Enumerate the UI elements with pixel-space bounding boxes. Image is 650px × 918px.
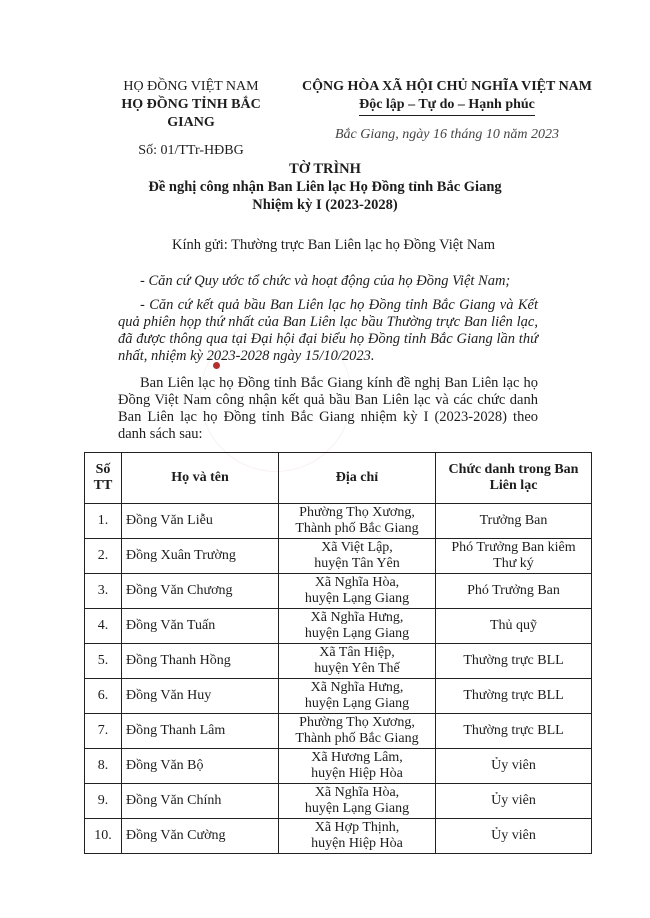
member-role: Thường trực BLL xyxy=(436,644,592,679)
member-address xyxy=(279,714,436,749)
address-line-2: huyện Hiệp Hòa xyxy=(311,836,403,851)
member-address xyxy=(279,609,436,644)
basis-paragraph-1: - Căn cứ Quy ước tổ chức và hoạt động của họ Đồng Việt Nam; xyxy=(140,273,511,289)
document-number: Số: 01/TTr-HĐBG xyxy=(138,143,244,158)
address-line-1: Xã Hương Lâm, xyxy=(311,750,403,765)
header-name: Họ và tên xyxy=(122,453,279,504)
title-line-2: Đề nghị công nhận Ban Liên lạc Họ Đồng tỉnh Bắc Giang xyxy=(148,179,502,195)
table-header-row xyxy=(85,453,592,504)
member-role: Thủ quỹ xyxy=(436,609,592,644)
address-line-1: Phường Thọ Xương, xyxy=(299,715,415,730)
row-number: 1. xyxy=(85,504,122,539)
table-row xyxy=(85,784,592,819)
member-name: Đồng Văn Cường xyxy=(122,819,279,854)
address-line-2: huyện Lạng Giang xyxy=(304,626,410,641)
address-line-2: huyện Tân Yên xyxy=(314,556,400,571)
table-row xyxy=(85,504,592,539)
address-line-1: Phường Thọ Xương, xyxy=(299,505,415,520)
issuer-block xyxy=(96,78,286,160)
member-role: Phó Trưởng Ban xyxy=(436,574,592,609)
row-number: 5. xyxy=(85,644,122,679)
member-role: Phó Trưởng Ban kiêm Thư ký xyxy=(436,539,592,574)
address-line-2: huyện Yên Thế xyxy=(314,661,400,676)
member-role: Trưởng Ban xyxy=(436,504,592,539)
address-line-2: Thành phố Bắc Giang xyxy=(295,521,419,536)
member-address xyxy=(279,679,436,714)
header-address: Địa chỉ xyxy=(279,453,436,504)
row-number: 4. xyxy=(85,609,122,644)
table-row xyxy=(85,749,592,784)
document-date: Bắc Giang, ngày 16 tháng 10 năm 2023 xyxy=(335,127,559,142)
member-role: Ủy viên xyxy=(436,819,592,854)
member-name: Đồng Văn Tuấn xyxy=(122,609,279,644)
address-line-1: Xã Việt Lập, xyxy=(321,540,393,555)
member-role: Thường trực BLL xyxy=(436,714,592,749)
member-table xyxy=(84,452,592,854)
member-address xyxy=(279,784,436,819)
member-name: Đồng Văn Chương xyxy=(122,574,279,609)
row-number: 3. xyxy=(85,574,122,609)
member-role: Ủy viên xyxy=(436,784,592,819)
member-name: Đồng Văn Chính xyxy=(122,784,279,819)
member-address xyxy=(279,749,436,784)
member-address xyxy=(279,574,436,609)
document-title xyxy=(0,160,650,214)
address-line-1: Xã Nghĩa Hòa, xyxy=(314,575,400,590)
proposal-paragraph: Ban Liên lạc họ Đồng tỉnh Bắc Giang kính đề nghị Ban Liên lạc họ Đồng Việt Nam công nhận kết quả bầu Ban Liên lạc và các chức danh Ban Liên lạc họ Đồng tỉnh Bắc Giang nhiệm kỳ I (2023-2028) theo danh sách sau: xyxy=(118,375,538,442)
address-line-2: huyện Lạng Giang xyxy=(304,801,410,816)
member-name: Đồng Xuân Trường xyxy=(122,539,279,574)
country-name: CỘNG HÒA XÃ HỘI CHỦ NGHĨA VIỆT NAM xyxy=(301,79,592,94)
member-name: Đồng Văn Liễu xyxy=(122,504,279,539)
member-name: Đồng Thanh Hồng xyxy=(122,644,279,679)
member-role: Thường trực BLL xyxy=(436,679,592,714)
address-line-1: Xã Nghĩa Hòa, xyxy=(314,785,400,800)
recipient-line: Kính gửi: Thường trực Ban Liên lạc họ Đồng Việt Nam xyxy=(172,237,496,253)
member-name: Đồng Văn Huy xyxy=(122,679,279,714)
table-row xyxy=(85,539,592,574)
address-line-1: Xã Nghĩa Hưng, xyxy=(310,680,404,695)
table-row xyxy=(85,819,592,854)
table-row xyxy=(85,644,592,679)
address-line-1: Xã Nghĩa Hưng, xyxy=(310,610,404,625)
table-row xyxy=(85,679,592,714)
row-number: 2. xyxy=(85,539,122,574)
member-role: Ủy viên xyxy=(436,749,592,784)
member-address xyxy=(279,644,436,679)
row-number: 9. xyxy=(85,784,122,819)
address-line-2: huyện Lạng Giang xyxy=(304,591,410,606)
table-row xyxy=(85,574,592,609)
address-line-2: huyện Hiệp Hòa xyxy=(311,766,403,781)
table-row xyxy=(85,609,592,644)
member-address xyxy=(279,539,436,574)
row-number: 10. xyxy=(85,819,122,854)
header-role: Chức danh trong Ban Liên lạc xyxy=(436,453,592,504)
table-row xyxy=(85,714,592,749)
header-stt: Số TT xyxy=(85,453,122,504)
org-name: HỌ ĐỒNG VIỆT NAM xyxy=(123,79,259,94)
address-line-1: Xã Hợp Thịnh, xyxy=(314,820,400,835)
sub-org-name: HỌ ĐỒNG TỈNH BẮC GIANG xyxy=(121,97,261,130)
address-line-2: huyện Lạng Giang xyxy=(304,696,410,711)
address-line-2: Thành phố Bắc Giang xyxy=(295,731,419,746)
member-name: Đồng Văn Bộ xyxy=(122,749,279,784)
member-address xyxy=(279,819,436,854)
national-heading xyxy=(282,78,612,144)
national-motto: Độc lập – Tự do – Hạnh phúc xyxy=(359,96,535,116)
basis-paragraph-2: - Căn cứ kết quả bầu Ban Liên lạc họ Đồng tỉnh Bắc Giang và Kết quả phiên họp thứ nhất của Ban Liên lạc bầu Thường trực Ban liên lạc, đã được thông qua tại Đại hội đại biểu họ Đồng tỉnh Bắc Giang lần thứ nhất, nhiệm kỳ 2023-2028 ngày 15/10/2023. xyxy=(118,297,538,364)
row-number: 8. xyxy=(85,749,122,784)
member-address xyxy=(279,504,436,539)
address-line-1: Xã Tân Hiệp, xyxy=(319,645,395,660)
row-number: 7. xyxy=(85,714,122,749)
member-name: Đồng Thanh Lâm xyxy=(122,714,279,749)
title-line-1: TỜ TRÌNH xyxy=(289,161,361,177)
row-number: 6. xyxy=(85,679,122,714)
title-line-3: Nhiệm kỳ I (2023-2028) xyxy=(252,197,398,213)
